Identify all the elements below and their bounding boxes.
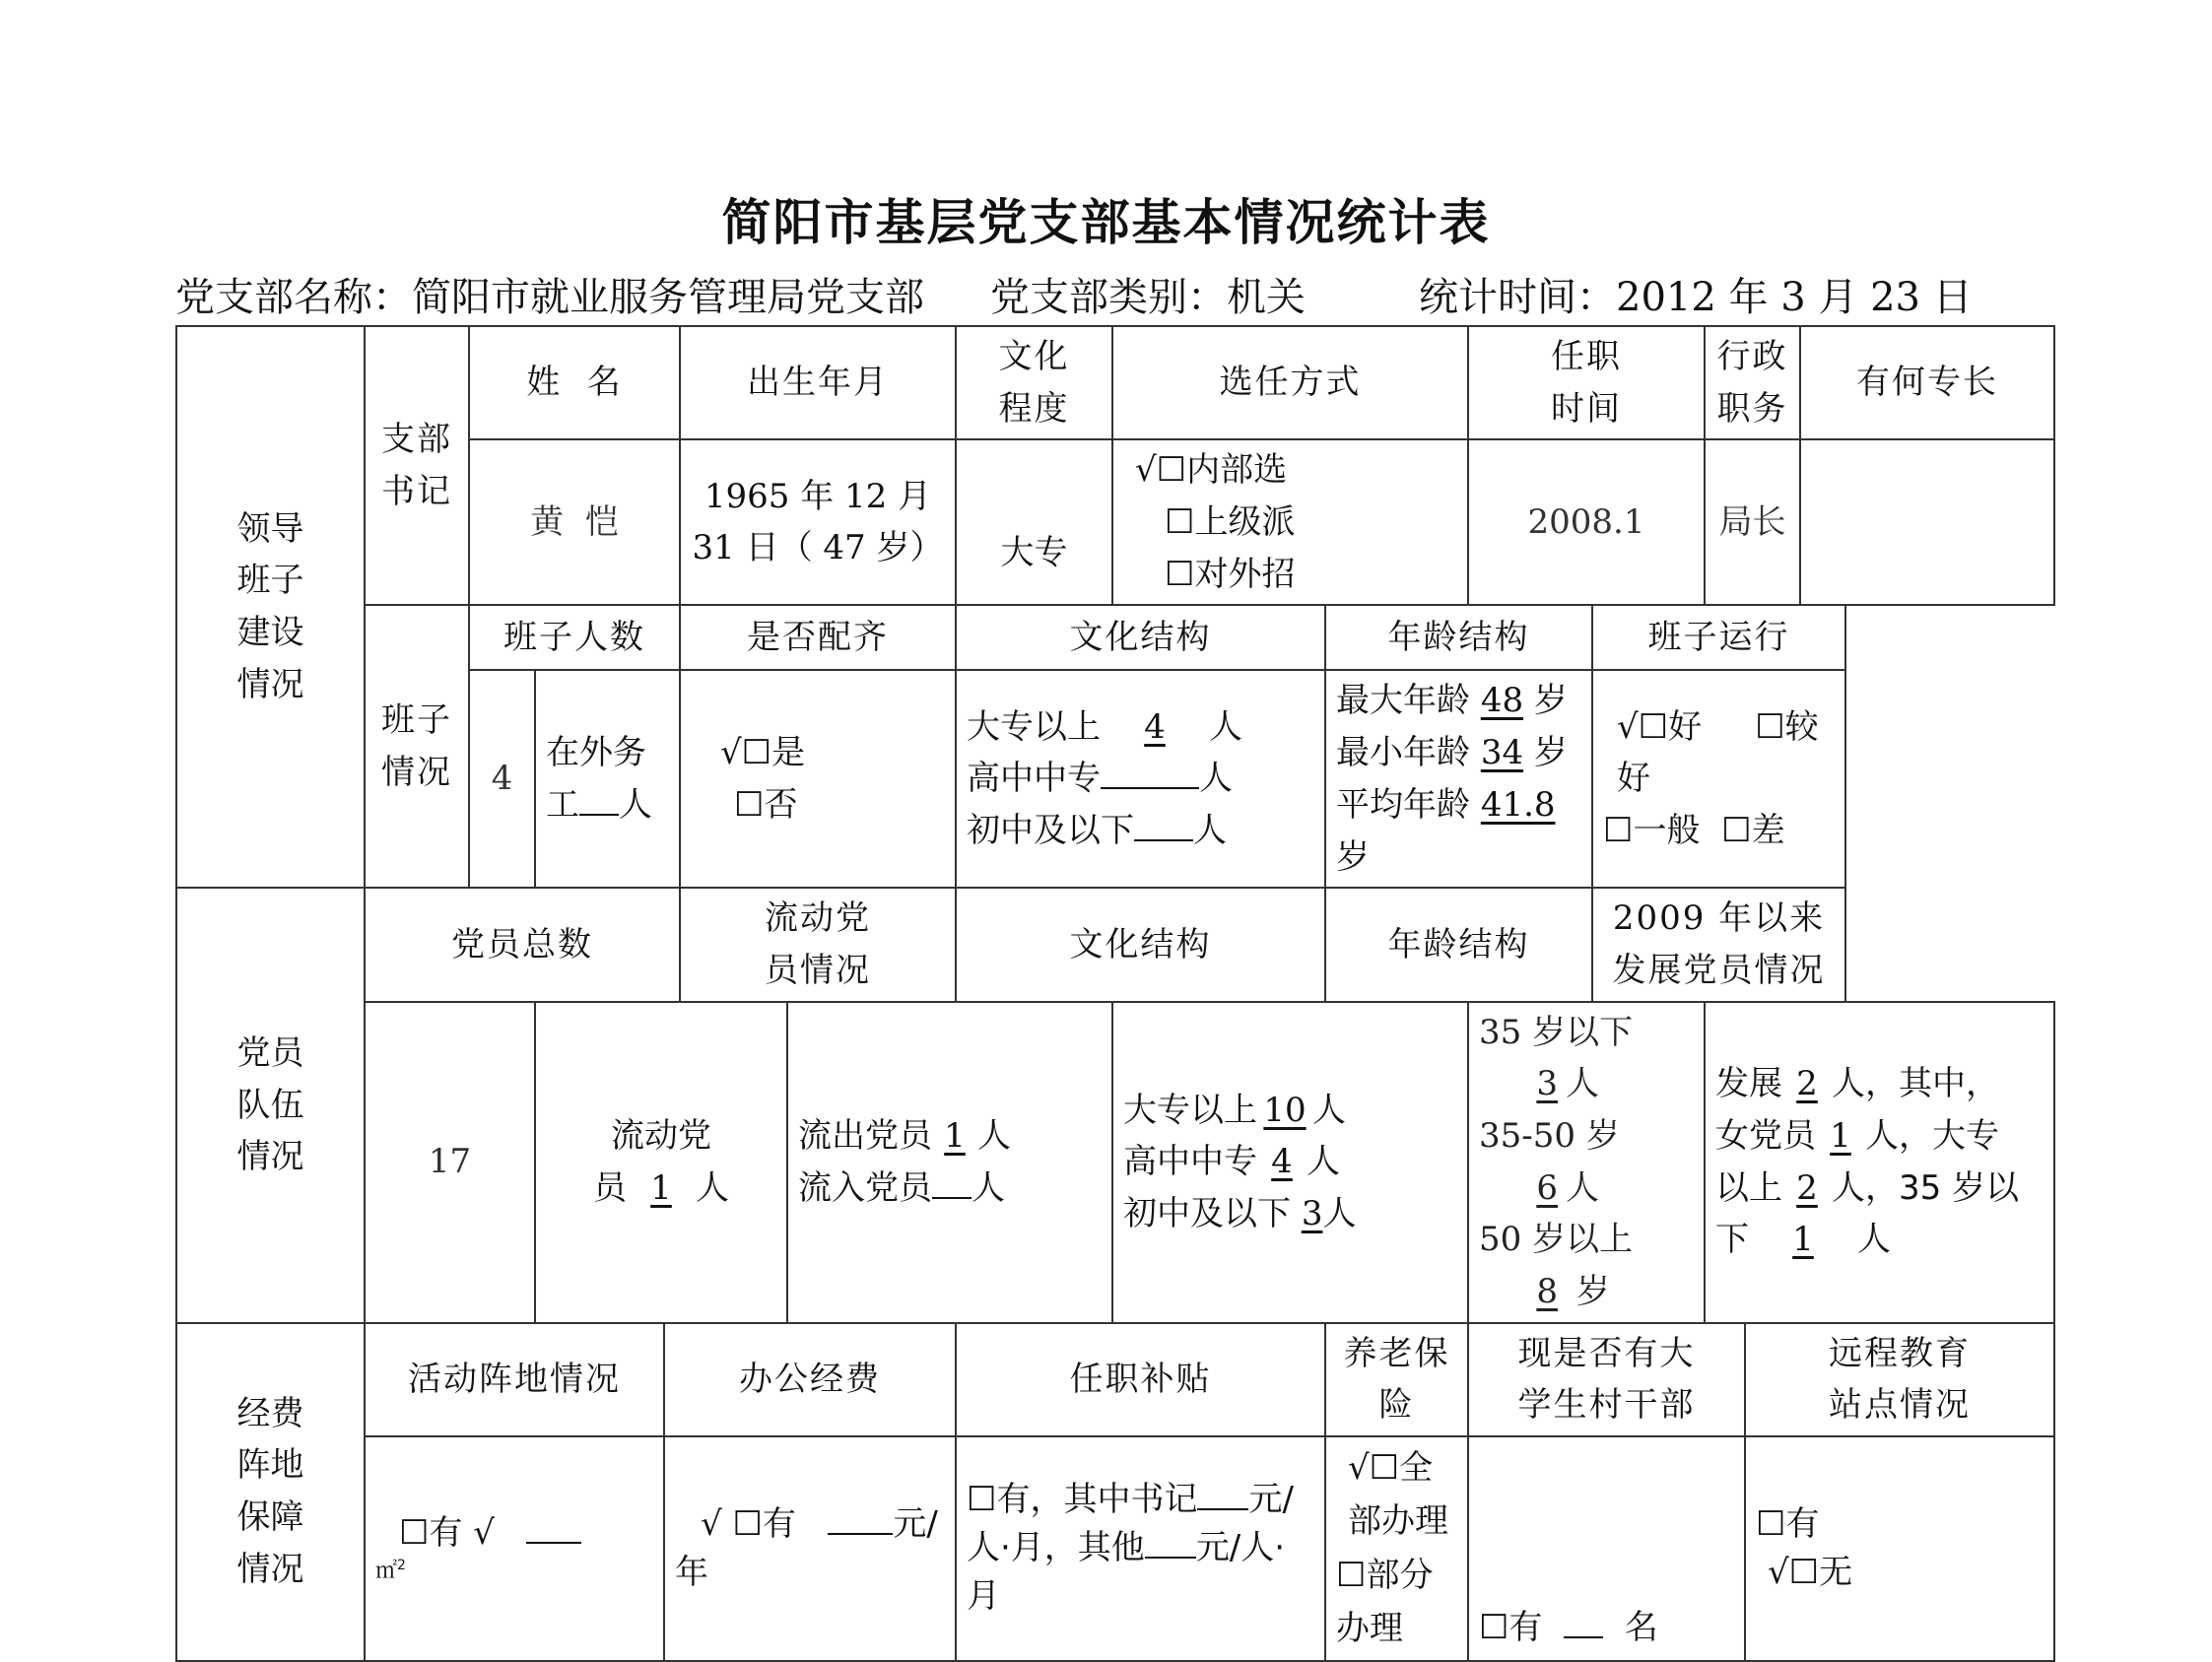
funding-header-village-cadre: 现是否有大 学生村干部 (1468, 1323, 1745, 1436)
secretary-tenure: 2008.1 (1468, 439, 1705, 605)
funding-header-remote-edu: 远程教育 站点情况 (1745, 1323, 2054, 1436)
members-header-total: 党员总数 (365, 888, 680, 1001)
team-header-count: 班子人数 (469, 605, 680, 670)
funding-remote-edu (1745, 1436, 2054, 1661)
members-header-age: 年龄结构 (1325, 888, 1592, 1001)
header-birth: 出生年月 (680, 326, 956, 439)
team-age-structure: 最大年龄 48 岁 最小年龄 34 岁 平均年龄 41.8岁 (1325, 670, 1592, 888)
team-header-age: 年龄结构 (1325, 605, 1592, 670)
members-flow: 流出党员 1 人 流入党员 人 (787, 1002, 1112, 1323)
op-average: ☐一般 (1603, 811, 1701, 851)
funding-data-row (176, 1436, 2054, 1661)
team-operation (1592, 670, 1845, 888)
secretary-selection (1112, 439, 1468, 605)
members-edu-structure: 大专以上 10 人 高中中专 4 人 初中及以下 3人 (1112, 1002, 1468, 1323)
team-count: 4 (469, 670, 535, 888)
selection-external: ☐对外招 (1165, 554, 1296, 594)
funding-venue: ☐有 √ ㎡$^2$ (365, 1436, 664, 1661)
secretary-specialty (1800, 439, 2054, 605)
branch-name-label: 党支部名称： (175, 275, 412, 320)
branch-type-value: 机关 (1227, 275, 1306, 320)
stat-time-label: 统计时间： (1419, 275, 1616, 320)
team-working-outside: 在外务 工 人 (535, 670, 680, 888)
funding-header-row (176, 1323, 2054, 1436)
selection-internal: √☐内部选 (1135, 450, 1288, 491)
secretary-education: 大专 (956, 439, 1112, 605)
branch-name-field (175, 266, 924, 322)
team-complete (680, 670, 956, 888)
branch-type-label: 党支部类别： (990, 275, 1227, 320)
op-poor: ☐差 (1721, 811, 1785, 851)
header-selection: 选任方式 (1112, 326, 1468, 439)
funding-pension (1325, 1436, 1468, 1661)
remote-no: √☐无 (1768, 1552, 1853, 1592)
funding-section-label: 经费 阵地 保障 情况 (176, 1323, 365, 1661)
members-header-edu: 文化结构 (956, 888, 1325, 1001)
team-header-complete: 是否配齐 (680, 605, 956, 670)
team-edu-structure: 大专以上 4 人 高中中专 人 初中及以下 人 (956, 670, 1325, 888)
op-fair-good: ☐较好 (1617, 706, 1819, 799)
members-header-row (176, 888, 2054, 1001)
members-total: 17 (365, 1002, 535, 1323)
members-age-structure: 35 岁以下3 人 35-50 岁6 人 50 岁以上8 岁 (1468, 1002, 1705, 1323)
header-specialty: 有何专长 (1800, 326, 2054, 439)
team-header-operation: 班子运行 (1592, 605, 1845, 670)
funding-office: √ ☐有 元/ 年 (664, 1436, 956, 1661)
remote-yes: ☐有 (1756, 1503, 1820, 1544)
team-label: 班子 情况 (365, 605, 469, 888)
pension-full: √☐全部办理 (1348, 1448, 1448, 1542)
members-header-mobile: 流动党 员情况 (680, 888, 956, 1001)
funding-header-subsidy: 任职补贴 (956, 1323, 1325, 1436)
funding-header-pension: 养老保险 (1325, 1323, 1468, 1436)
stat-time-field (1419, 266, 1973, 322)
leadership-section-label: 领导 班子 建设 情况 (176, 326, 365, 888)
funding-header-office: 办公经费 (664, 1323, 956, 1436)
branch-type-field (990, 266, 1306, 322)
leadership-header-row (176, 326, 2054, 439)
members-data-row (176, 1002, 2054, 1323)
team-header-edu: 文化结构 (956, 605, 1325, 670)
funding-header-venue: 活动阵地情况 (365, 1323, 664, 1436)
members-section-label: 党员 队伍 情况 (176, 888, 365, 1323)
stat-time-value: 2012 年 3 月 23 日 (1616, 275, 1973, 320)
selection-appointed: ☐上级派 (1165, 502, 1296, 543)
branch-name-value: 简阳市就业服务管理局党支部 (412, 275, 924, 320)
secretary-admin-post: 局长 (1705, 439, 1800, 605)
complete-yes: √☐是 (720, 733, 806, 773)
complete-no: ☐否 (734, 784, 798, 825)
pension-partial: ☐部分办理 (1336, 1555, 1434, 1649)
funding-village-cadre: ☐有 名 (1468, 1436, 1745, 1661)
members-mobile: 流动党 员 1 人 (535, 1002, 787, 1323)
secretary-name: 黄 恺 (469, 439, 680, 605)
op-good: √☐好 (1617, 706, 1703, 747)
header-tenure: 任职 时间 (1468, 326, 1705, 439)
header-education: 文化 程度 (956, 326, 1112, 439)
page-title: 简阳市基层党支部基本情况统计表 (721, 193, 1491, 251)
team-header-row (176, 605, 2054, 670)
secretary-label: 支部 书记 (365, 326, 469, 605)
secretary-birth: 1965 年 12 月 31 日（ 47 岁） (680, 439, 956, 605)
statistics-table (175, 325, 2055, 1662)
members-header-development: 2009 年以来 发展党员情况 (1592, 888, 1845, 1001)
header-name: 姓 名 (469, 326, 680, 439)
members-development: 发展 2 人，其中， 女党员 1 人，大专 以上 2 人，35 岁以 下 1 人 (1705, 1002, 2054, 1323)
header-admin-post: 行政 职务 (1705, 326, 1800, 439)
funding-subsidy: ☐有，其中书记 元/ 人·月，其他 元/人·月 (956, 1436, 1325, 1661)
